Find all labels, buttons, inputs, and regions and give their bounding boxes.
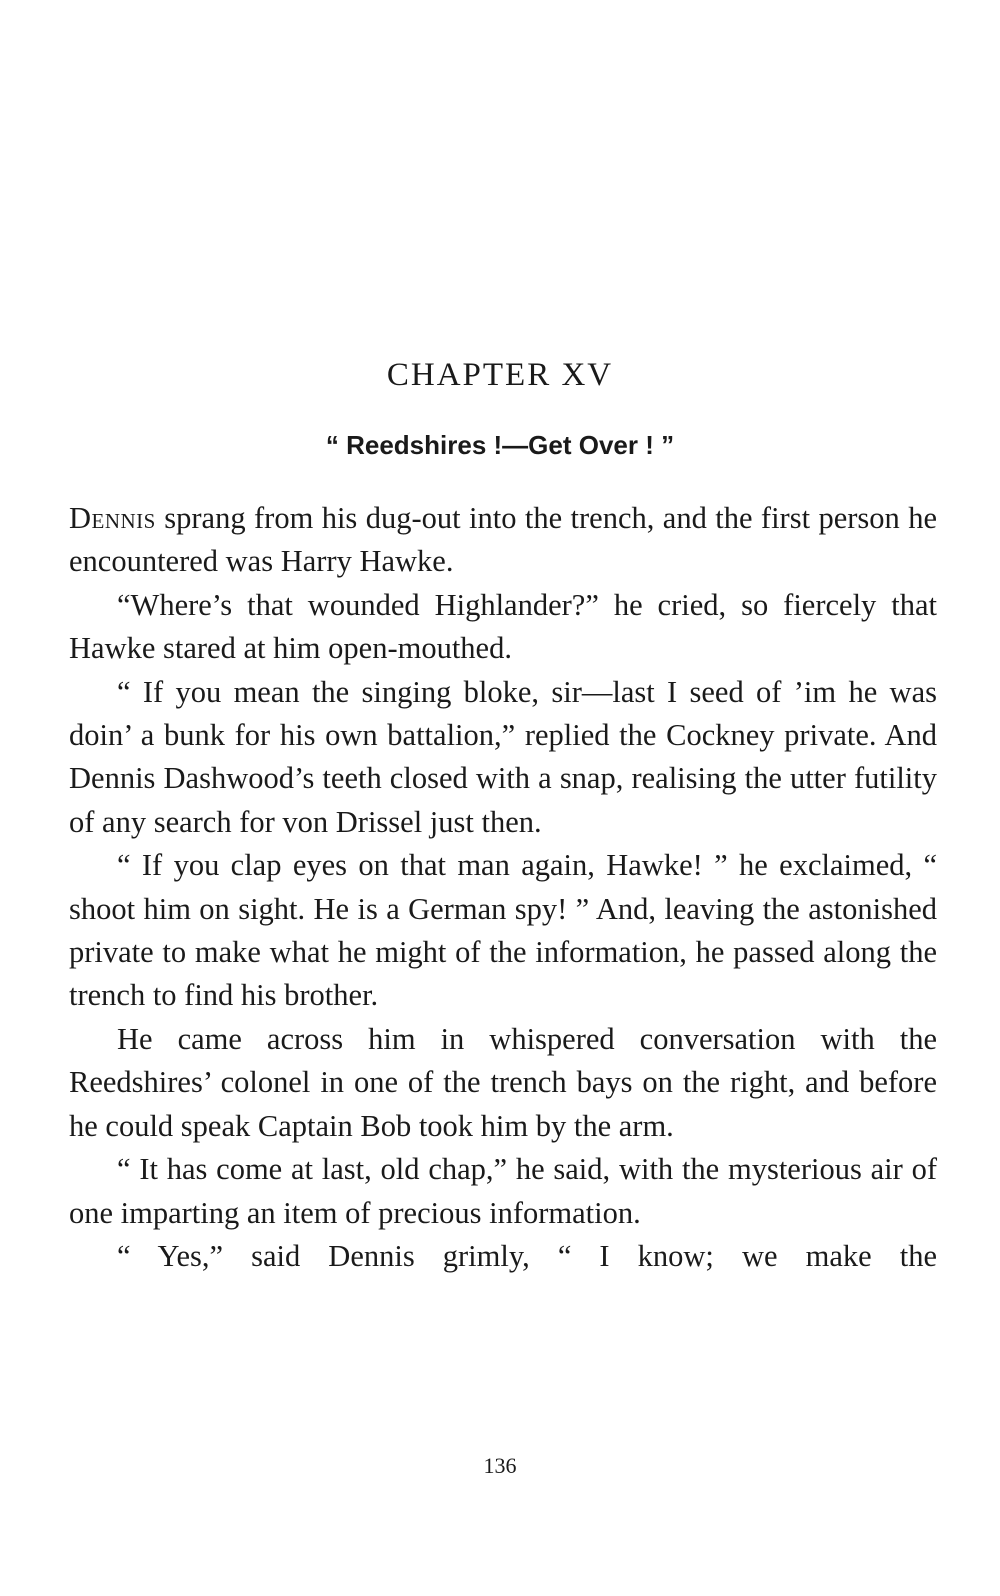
- paragraph: “ Yes,” said Dennis grimly, “ I know; we make the: [117, 1238, 937, 1273]
- paragraph: [69, 497, 937, 584]
- paragraph: “Where’s that wounded Highlander?” he cried, so fiercely that Hawke stared at him open-mouthed.: [69, 587, 937, 666]
- page-number: 136: [483, 1453, 517, 1478]
- chapter-heading: CHAPTER XV: [386, 357, 614, 393]
- paragraph: “ If you mean the singing bloke, sir—last I seed of ’im he was doin’ a bunk for his own battalion,” replied the Cockney private. And Dennis Dashwood’s teeth closed with a snap, realising the utter futility of any search for von Drissel just then.: [69, 674, 937, 839]
- paragraph: He came across him in whispered conversation with the Reedshires’ colonel in one of the trench bays on the right, and before he could speak Captain Bob took him by the arm.: [69, 1021, 937, 1143]
- body-text: [69, 497, 937, 1278]
- paragraph: “ If you clap eyes on that man again, Hawke! ” he exclaimed, “ shoot him on sight. He is a German spy! ” And, leaving the astonished private to make what he might of the information, he passed along the trench to find his brother.: [69, 848, 937, 1013]
- paragraph-text: sprang from his dug-out into the trench, and the first person he encountered was Harry Hawke.: [69, 501, 937, 579]
- paragraph: “ It has come at last, old chap,” he said, with the mysterious air of one imparting an item of precious information.: [69, 1152, 937, 1230]
- paragraph-lead-name: Dennis: [69, 501, 156, 535]
- chapter-subtitle: “ Reedshires !—Get Over ! ”: [325, 430, 675, 460]
